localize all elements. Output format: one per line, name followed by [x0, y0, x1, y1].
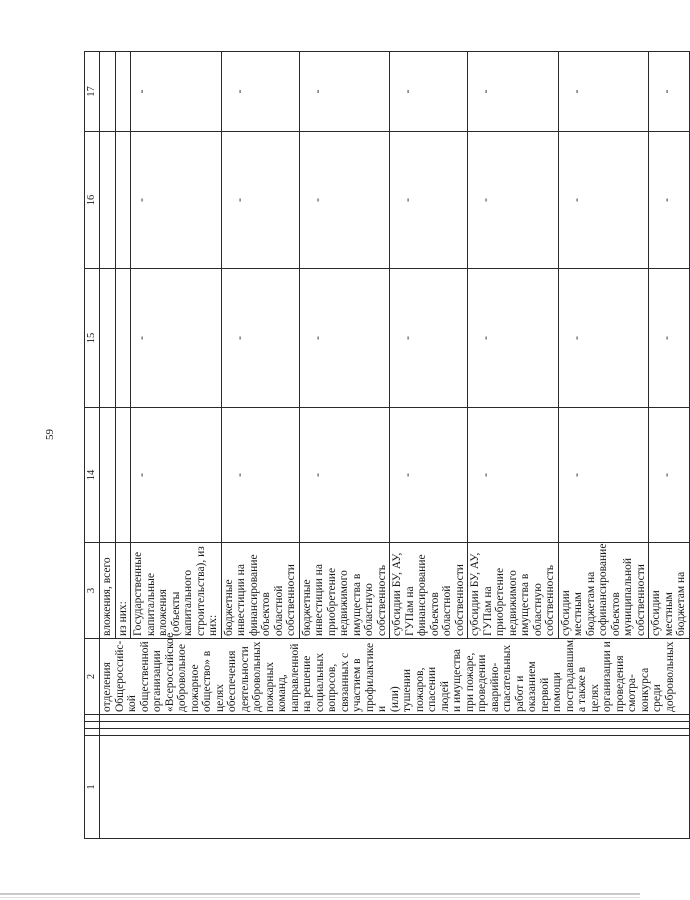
column-number-row — [85, 52, 100, 839]
value-cell: - — [649, 132, 690, 269]
value-cell: - — [221, 269, 299, 408]
row-label: вложения, всего — [100, 543, 116, 639]
blank-column-cell — [100, 715, 690, 722]
value-cell — [100, 408, 116, 543]
program-description-cell: отделения Общероссийс- кой общественной организации «Всероссийское добровольное пожарное общество» в целях обеспечения деятельности добровольных пожарных команд, направленной на решение социальных вопросов, связанных с участием в профилактике и (или) тушении пожаров, спасении людей и имущества при пожаре, проведении аварийно- спасательных работ и оказанием первой помощи пострадавшим, а также в целях организации и проведения смотра- конкурса среди добровольных — [100, 639, 690, 715]
page-number: 59 — [44, 429, 56, 440]
column-number-1: 1 — [85, 736, 100, 839]
value-cell: - — [390, 132, 468, 269]
row-label: бюджетные инвестиции на финансирование объектов областной собственности — [221, 543, 299, 639]
row-label: субсидии местным бюджетам на софинансирование объектов муниципальной собственности — [558, 543, 649, 639]
value-cell — [115, 132, 131, 269]
column-number-2: 2 — [85, 639, 100, 715]
value-cell — [115, 269, 131, 408]
value-cell: - — [299, 269, 390, 408]
value-cell: - — [558, 269, 649, 408]
value-cell: - — [558, 132, 649, 269]
value-cell: - — [649, 52, 690, 132]
value-cell: - — [390, 269, 468, 408]
scan-edge-line — [0, 893, 640, 895]
value-cell: - — [221, 408, 299, 543]
value-cell: - — [649, 269, 690, 408]
scan-edge-line — [0, 897, 640, 898]
table-container — [84, 52, 687, 839]
value-cell: - — [131, 269, 222, 408]
value-cell: - — [131, 132, 222, 269]
value-cell: - — [131, 408, 222, 543]
row-label: субсидии БУ, АУ, ГУПам на приобретение недвижимого имущества в областную собственность — [468, 543, 559, 639]
value-cell: - — [299, 52, 390, 132]
data-table — [84, 51, 690, 839]
value-cell: - — [221, 132, 299, 269]
column-number-17: 17 — [85, 52, 100, 132]
value-cell — [100, 269, 116, 408]
col1-cell — [100, 736, 690, 839]
row-label: бюджетные инвестиции на приобретение недвижимого имущества в областную собственность — [299, 543, 390, 639]
column-number-14: 14 — [85, 408, 100, 543]
value-cell: - — [468, 52, 559, 132]
value-cell — [115, 408, 131, 543]
value-cell: - — [299, 132, 390, 269]
value-cell — [115, 52, 131, 132]
value-cell: - — [468, 269, 559, 408]
row-label: из них: — [115, 543, 131, 639]
value-cell: - — [558, 408, 649, 543]
value-cell: - — [649, 408, 690, 543]
column-number-3: 3 — [85, 543, 100, 639]
table-row — [100, 52, 116, 839]
value-cell: - — [299, 408, 390, 543]
value-cell: - — [131, 52, 222, 132]
row-label: субсидии БУ, АУ, ГУПам на финансирование объектов областной собственности — [390, 543, 468, 639]
value-cell: - — [221, 52, 299, 132]
value-cell — [100, 132, 116, 269]
value-cell — [100, 52, 116, 132]
blank-column-cell — [100, 722, 690, 729]
column-number-16: 16 — [85, 132, 100, 269]
blank-column-cell — [100, 729, 690, 736]
value-cell: - — [390, 52, 468, 132]
value-cell: - — [468, 408, 559, 543]
column-number-15: 15 — [85, 269, 100, 408]
value-cell: - — [468, 132, 559, 269]
blank-column-cell — [85, 722, 100, 729]
blank-column-cell — [85, 715, 100, 722]
value-cell: - — [558, 52, 649, 132]
value-cell: - — [390, 408, 468, 543]
row-label: Государственные капитальные вложения (объекты капитального строительства), из них: — [131, 543, 222, 639]
blank-column-cell — [85, 729, 100, 736]
row-label: субсидии местным бюджетам на — [649, 543, 690, 639]
